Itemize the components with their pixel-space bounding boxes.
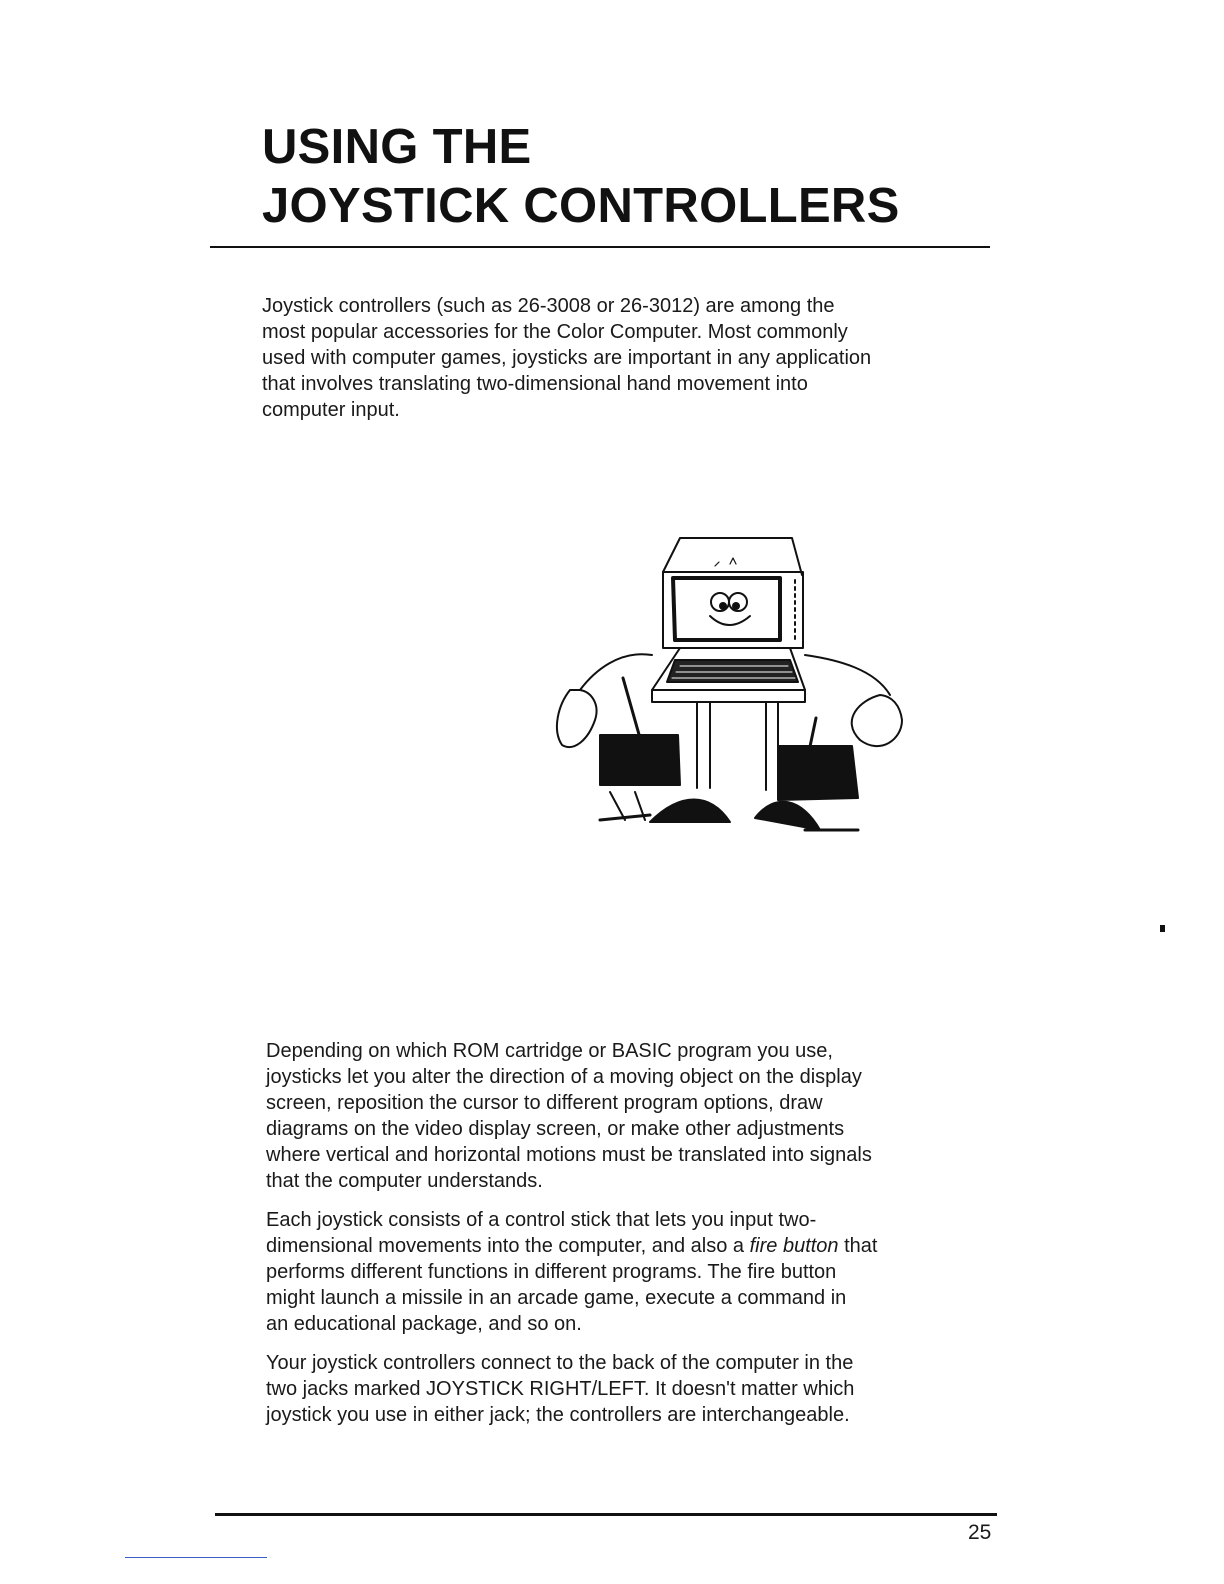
depending-paragraph [266, 1038, 966, 1194]
page-title-line-2: JOYSTICK CONTROLLERS [262, 179, 900, 233]
text-line: Your joystick controllers connect to the back of the computer in the [266, 1352, 854, 1374]
intro-paragraph [262, 293, 962, 423]
text-line: performs different functions in different programs. The fire button [266, 1261, 837, 1283]
title-divider [210, 246, 990, 248]
text-line: that involves translating two-dimensional hand movement into [262, 373, 808, 395]
page-number: 25 [968, 1521, 992, 1544]
connection-paragraph [266, 1350, 966, 1428]
computer-mascot-illustration [540, 530, 920, 860]
fire-button-term: fire button [749, 1235, 839, 1257]
text-line: an educational package, and so on. [266, 1313, 582, 1335]
text-line: two jacks marked JOYSTICK RIGHT/LEFT. It doesn't matter which [266, 1378, 855, 1400]
text-fragment: dimensional movements into the computer, and also a [266, 1235, 750, 1257]
joystick-parts-paragraph [266, 1207, 966, 1337]
page-title-line-1: USING THE [262, 120, 532, 174]
text-line: Depending on which ROM cartridge or BASIC program you use, [266, 1040, 833, 1062]
page-title [262, 118, 1022, 236]
text-line [266, 1233, 966, 1259]
text-line: Each joystick consists of a control stick that lets you input two- [266, 1209, 817, 1231]
text-line: screen, reposition the cursor to different program options, draw [266, 1092, 823, 1114]
text-line: Joystick controllers (such as 26-3008 or 26-3012) are among the [262, 295, 835, 317]
text-line: might launch a missile in an arcade game, execute a command in [266, 1287, 847, 1309]
text-line: diagrams on the video display screen, or make other adjustments [266, 1118, 845, 1140]
text-line: computer input. [262, 399, 400, 421]
text-line: that the computer understands. [266, 1170, 543, 1192]
text-line: where vertical and horizontal motions must be translated into signals [266, 1144, 872, 1166]
footer-divider [215, 1513, 997, 1516]
scan-artifact-line [125, 1557, 267, 1558]
scan-speck [1160, 925, 1165, 932]
text-line: joystick you use in either jack; the controllers are interchangeable. [266, 1404, 850, 1426]
text-line: used with computer games, joysticks are important in any application [262, 347, 872, 369]
text-line: most popular accessories for the Color Computer. Most commonly [262, 321, 848, 343]
text-line: joysticks let you alter the direction of a moving object on the display [266, 1066, 862, 1088]
text-fragment: that [838, 1235, 878, 1257]
